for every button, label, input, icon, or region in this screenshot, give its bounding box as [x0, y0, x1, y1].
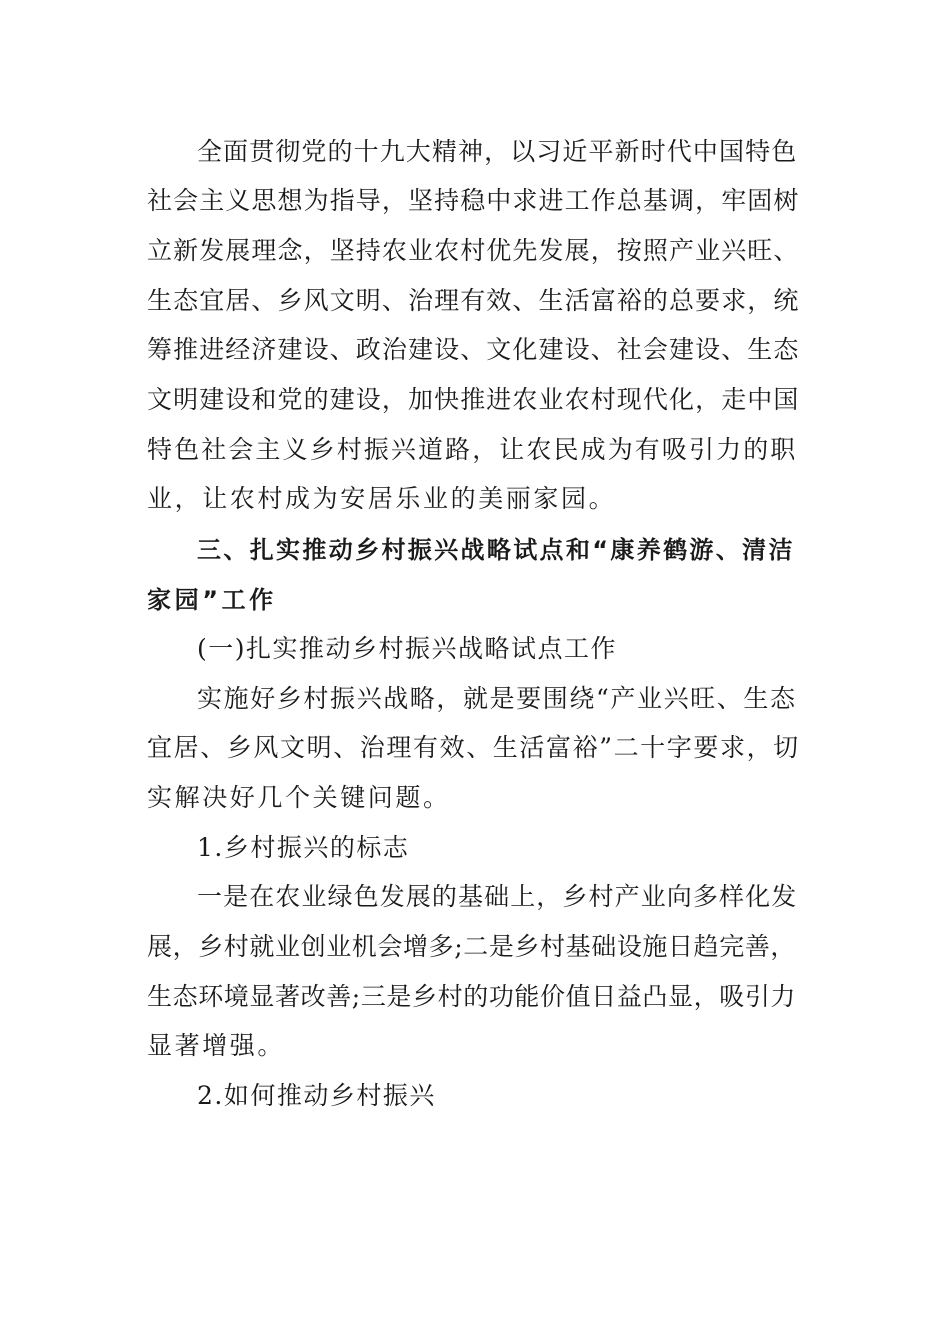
paragraph-3-line-3: 生态环境显著改善;三是乡村的功能价值日益凸显，吸引力 [147, 982, 797, 1011]
paragraph-1-line-6: 文明建设和党的建设，加快推进农业农村现代化，走中国 [147, 385, 800, 414]
paragraph-3-line-1: 一是在农业绿色发展的基础上，乡村产业向多样化发 [197, 882, 798, 911]
paragraph-1-line-4: 生态宜居、乡风文明、治理有效、生活富裕的总要求，统 [147, 286, 800, 315]
paragraph-1-line-8: 业，让农村成为安居乐业的美丽家园。 [147, 484, 617, 513]
subheading-1: (一)扎实推动乡村振兴战略试点工作 [197, 634, 618, 663]
paragraph-1-line-2: 社会主义思想为指导，坚持稳中求进工作总基调，牢固树 [147, 186, 800, 215]
paragraph-3-line-2: 展，乡村就业创业机会增多;二是乡村基础设施日趋完善， [147, 932, 797, 961]
paragraph-1-line-3: 立新发展理念，坚持农业农村优先发展，按照产业兴旺、 [147, 236, 800, 265]
item-1-title: 1.乡村振兴的标志 [197, 833, 410, 862]
paragraph-2-line-1: 实施好乡村振兴战略，就是要围绕“产业兴旺、生态 [197, 684, 797, 713]
paragraph-1-line-1: 全面贯彻党的十九大精神，以习近平新时代中国特色 [197, 137, 798, 166]
paragraph-1-line-5: 筹推进经济建设、政治建设、文化建设、社会建设、生态 [147, 335, 800, 364]
paragraph-2-line-3: 实解决好几个关键问题。 [147, 783, 451, 812]
item-2-title: 2.如何推动乡村振兴 [197, 1081, 436, 1110]
section-heading-3-line-1: 三、扎实推动乡村振兴战略试点和“康养鹤游、清洁 [197, 536, 795, 564]
paragraph-2-line-2: 宜居、乡风文明、治理有效、生活富裕”二十字要求，切 [147, 733, 800, 762]
section-heading-3-line-2: 家园”工作 [147, 586, 277, 614]
paragraph-3-line-4: 显著增强。 [147, 1031, 286, 1060]
paragraph-1-line-7: 特色社会主义乡村振兴道路，让农民成为有吸引力的职 [147, 435, 798, 464]
